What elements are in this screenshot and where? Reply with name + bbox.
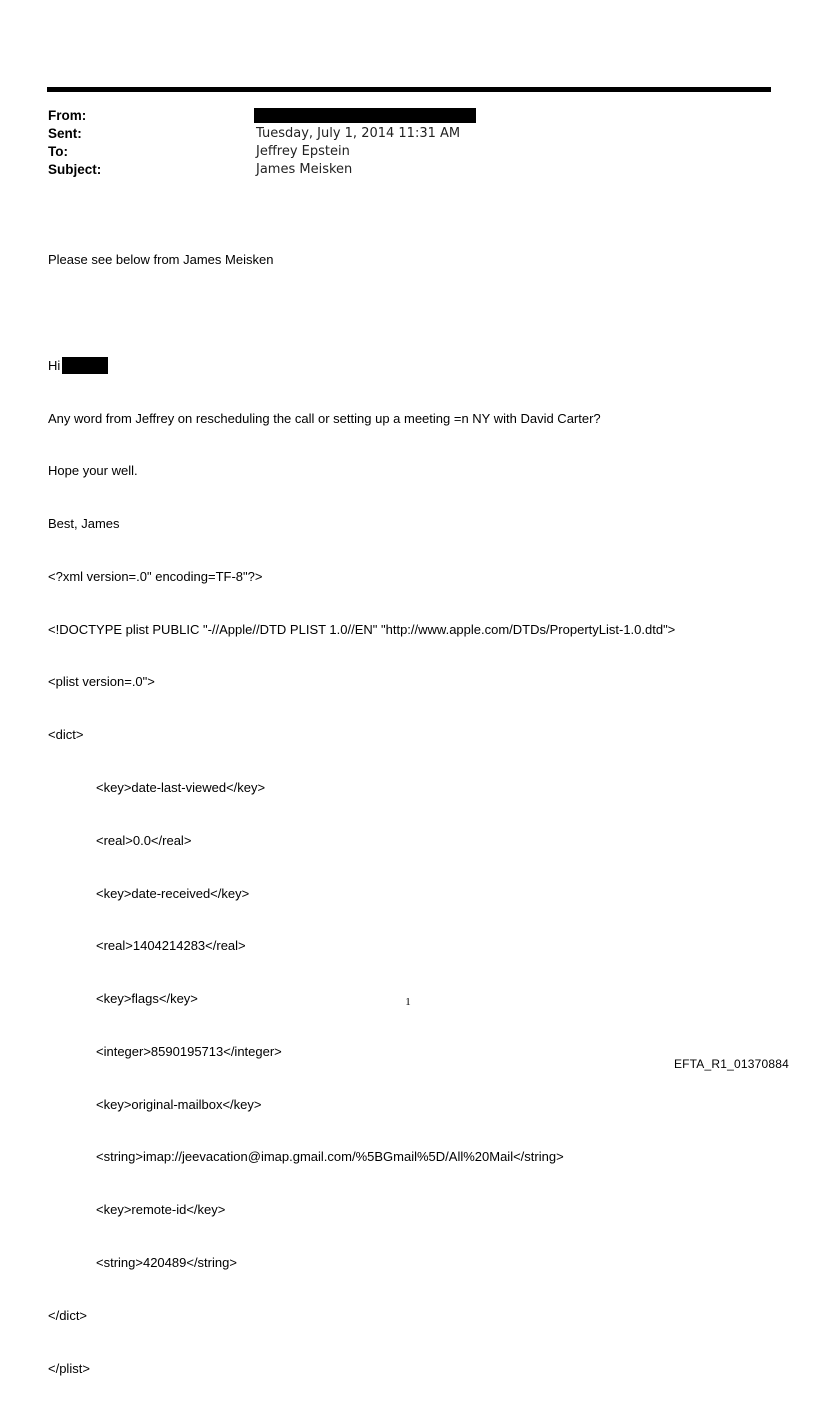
header-rule: [47, 87, 771, 92]
xml-declaration-line: <?xml version=.0" encoding=TF-8"?>: [48, 568, 263, 584]
subject-row: [48, 161, 768, 179]
dict-entry-line: <string>420489</string>: [96, 1255, 237, 1271]
body-line: Hope your well.: [48, 463, 138, 479]
doctype-line: <!DOCTYPE plist PUBLIC "-//Apple//DTD PLIST 1.0//EN" "http://www.apple.com/DTDs/PropertyList-1.0.dtd">: [48, 621, 676, 637]
email-body: [48, 216, 778, 1412]
bates-number: EFTA_R1_01370884: [673, 1057, 789, 1071]
subject-label: Subject:: [48, 162, 102, 177]
greeting-text: Hi: [48, 357, 61, 373]
sent-row: [48, 125, 768, 143]
dict-entry-line: <key>date-last-viewed</key>: [96, 780, 266, 795]
dict-close-line: </dict>: [48, 1307, 88, 1323]
dict-open-line: <dict>: [48, 727, 84, 743]
dict-entry-line: <key>original-mailbox</key>: [96, 1096, 262, 1112]
intro-line: Please see below from James Meisken: [48, 252, 274, 268]
dict-entry-line: <string>imap://jeevacation@imap.gmail.com/%5BGmail%5D/All%20Mail</string>: [96, 1149, 564, 1165]
dict-entry-line: <key>remote-id</key>: [96, 1202, 226, 1218]
dict-entry-line: <real>0.0</real>: [96, 832, 192, 848]
to-row: [48, 143, 768, 161]
sent-label: Sent:: [48, 126, 82, 141]
dict-entry-line: <real>1404214283</real>: [96, 938, 246, 954]
blank-line: [48, 304, 778, 322]
body-line: Best, James: [48, 516, 120, 532]
email-header: [48, 107, 768, 179]
page-number: 1: [405, 996, 411, 1008]
greeting-line: [48, 357, 778, 375]
body-line: Any word from Jeffrey on rescheduling the call or setting up a meeting =n NY with David Carter?: [48, 410, 601, 426]
dict-entry-line: <key>date-received</key>: [96, 885, 250, 901]
dict-entry-line: <key>flags</key>: [96, 991, 198, 1007]
from-row: [48, 107, 768, 125]
to-value: Jeffrey Epstein: [256, 144, 350, 159]
plist-open-line: <plist version=.0">: [48, 674, 155, 690]
plist-close-line: </plist>: [48, 1360, 90, 1376]
dict-entry-line: <integer>8590195713</integer>: [96, 1043, 282, 1059]
to-label: To:: [48, 144, 68, 159]
sent-value: Tuesday, July 1, 2014 11:31 AM: [256, 126, 461, 141]
from-redaction: [254, 108, 476, 123]
name-redaction: [62, 357, 108, 374]
subject-value: James Meisken: [256, 162, 353, 177]
from-label: From:: [48, 108, 87, 123]
